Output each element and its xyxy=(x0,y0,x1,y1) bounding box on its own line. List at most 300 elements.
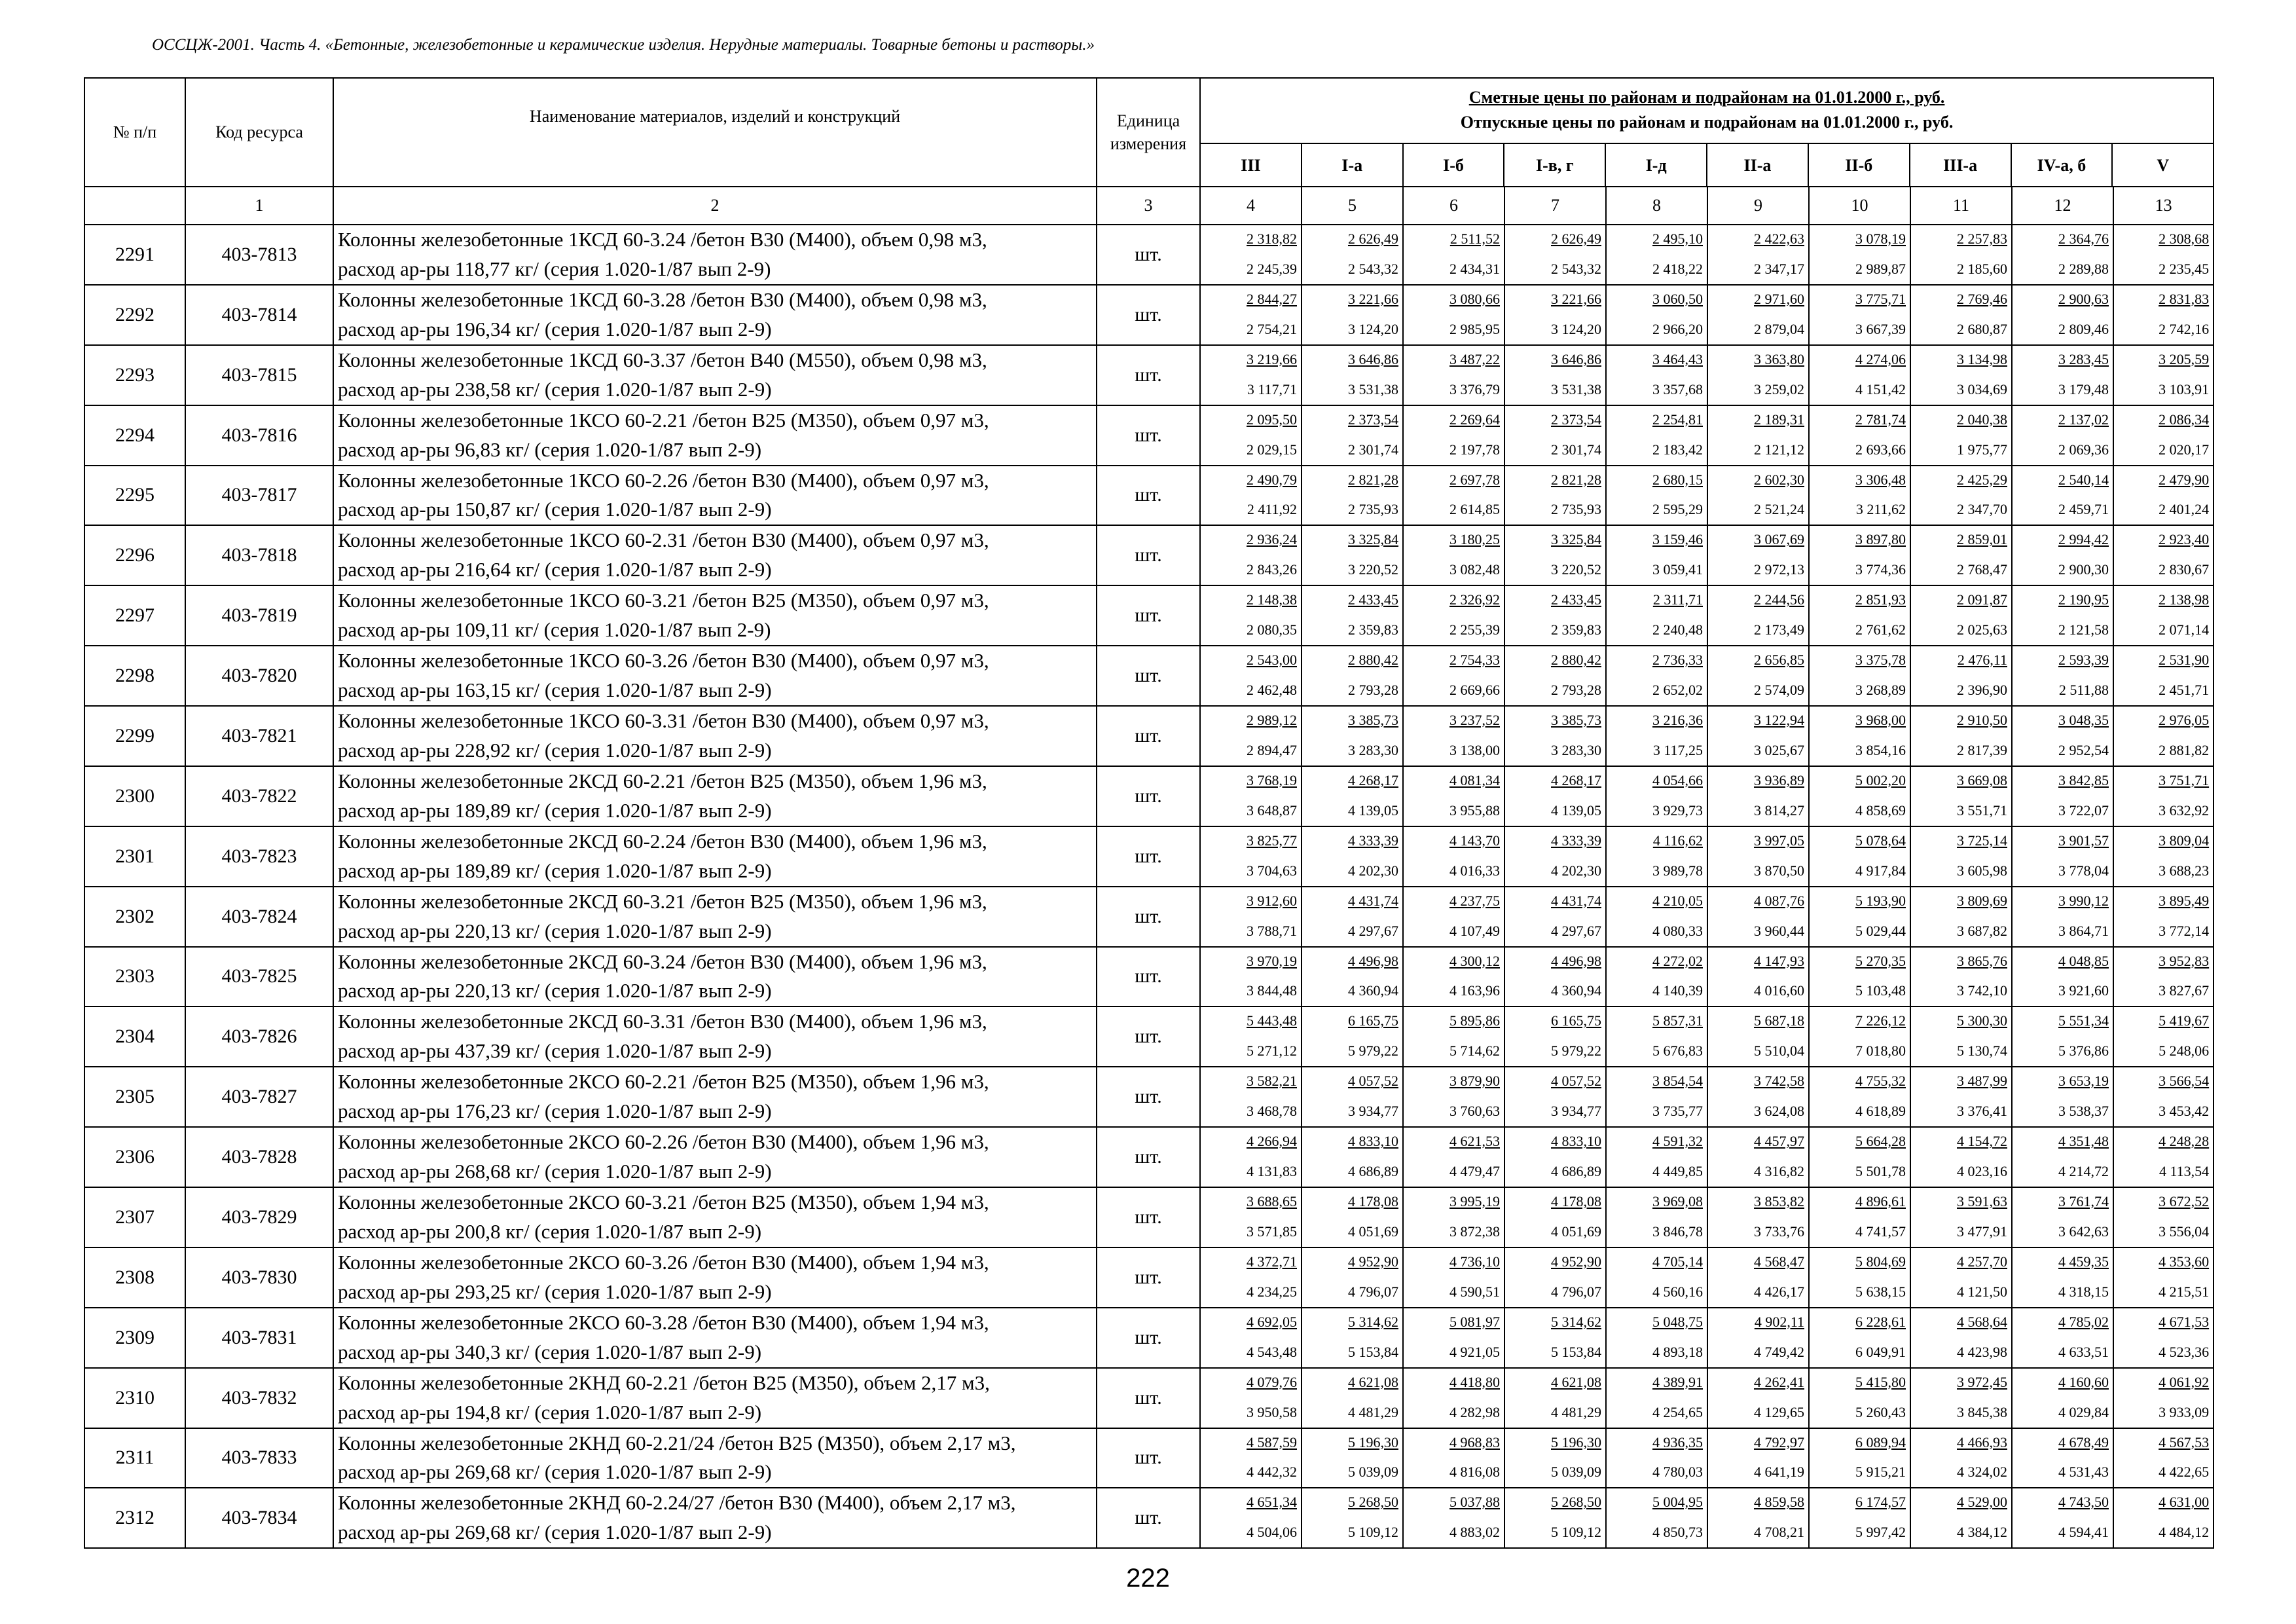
wholesale-price: 4 384,12 xyxy=(1957,1524,2007,1541)
price-cell xyxy=(1403,285,1504,345)
price-cell xyxy=(1809,466,1910,526)
estimated-price: 2 190,95 xyxy=(2058,591,2109,608)
wholesale-price: 2 742,16 xyxy=(2159,320,2210,337)
table-row xyxy=(84,1127,2214,1187)
price-cell xyxy=(1403,585,1504,646)
item-name xyxy=(333,826,1097,887)
wholesale-price: 4 816,08 xyxy=(1449,1464,1500,1481)
estimated-price: 4 621,08 xyxy=(1348,1373,1398,1390)
estimated-price: 4 333,39 xyxy=(1348,832,1398,849)
price-cell xyxy=(2113,345,2214,405)
estimated-price: 4 568,64 xyxy=(1957,1313,2007,1330)
row-number: 2307 xyxy=(84,1187,185,1247)
resource-code: 403-7816 xyxy=(185,405,333,466)
table-row xyxy=(84,1006,2214,1067)
estimated-price: 2 244,56 xyxy=(1754,591,1804,608)
price-cell xyxy=(1910,1488,2012,1548)
estimated-price: 4 147,93 xyxy=(1754,952,1804,969)
estimated-price: 4 048,85 xyxy=(2058,952,2109,969)
wholesale-price: 1 975,77 xyxy=(1957,441,2007,458)
item-name-line2: расход ар-ры 269,68 кг/ (серия 1.020-1/87 вып 2-9) xyxy=(338,1521,772,1544)
table-row xyxy=(84,947,2214,1007)
item-name xyxy=(333,225,1097,285)
wholesale-price: 5 638,15 xyxy=(1855,1283,1906,1300)
estimated-price: 4 705,14 xyxy=(1652,1253,1703,1270)
estimated-price: 4 896,61 xyxy=(1855,1193,1906,1209)
price-cell xyxy=(1707,947,1809,1007)
item-name-line1: Колонны железобетонные 2КСО 60-2.26 /бетон В30 (М400), объем 1,96 м3, xyxy=(338,1130,989,1154)
price-cell xyxy=(1302,345,1403,405)
price-cell xyxy=(1606,887,1707,947)
row-number: 2291 xyxy=(84,225,185,285)
price-cell xyxy=(1504,766,1606,826)
estimated-price: 5 078,64 xyxy=(1855,832,1906,849)
price-cell xyxy=(1504,1428,1606,1488)
price-cell xyxy=(1403,1488,1504,1548)
price-cell xyxy=(1606,1308,1707,1368)
wholesale-price: 3 845,38 xyxy=(1957,1403,2007,1420)
estimated-price: 3 385,73 xyxy=(1551,712,1601,728)
wholesale-price: 4 360,94 xyxy=(1348,982,1398,999)
wholesale-price: 2 418,22 xyxy=(1652,260,1703,277)
row-number: 2304 xyxy=(84,1006,185,1067)
price-cell xyxy=(1302,1127,1403,1187)
estimated-price: 4 678,49 xyxy=(2058,1433,2109,1450)
wholesale-price: 2 972,13 xyxy=(1754,561,1804,578)
unit: шт. xyxy=(1097,225,1200,285)
item-name-line1: Колонны железобетонные 2КСО 60-3.26 /бетон В30 (М400), объем 1,94 м3, xyxy=(338,1250,989,1274)
price-cell xyxy=(1302,706,1403,766)
wholesale-price: 4 016,60 xyxy=(1754,982,1804,999)
price-cell xyxy=(1910,525,2012,585)
unit: шт. xyxy=(1097,1127,1200,1187)
wholesale-price: 2 121,58 xyxy=(2058,621,2109,638)
column-number: 1 xyxy=(185,187,333,225)
estimated-price: 3 672,52 xyxy=(2159,1193,2210,1209)
estimated-price: 5 196,30 xyxy=(1348,1433,1398,1450)
price-cell xyxy=(2113,1187,2214,1247)
price-cell xyxy=(1504,405,1606,466)
price-cell xyxy=(1504,1308,1606,1368)
wholesale-price: 4 594,41 xyxy=(2058,1524,2109,1541)
row-number: 2298 xyxy=(84,646,185,706)
price-cell xyxy=(1809,1488,1910,1548)
estimated-price: 4 431,74 xyxy=(1348,892,1398,909)
wholesale-price: 4 780,03 xyxy=(1652,1464,1703,1481)
wholesale-price: 4 893,18 xyxy=(1652,1343,1703,1360)
estimated-price: 4 178,08 xyxy=(1551,1193,1601,1209)
estimated-price: 4 116,62 xyxy=(1652,832,1703,849)
wholesale-price: 3 117,71 xyxy=(1247,380,1297,397)
estimated-price: 4 651,34 xyxy=(1247,1494,1297,1511)
price-cell xyxy=(1302,585,1403,646)
resource-code: 403-7822 xyxy=(185,766,333,826)
wholesale-price: 2 029,15 xyxy=(1247,441,1297,458)
estimated-price: 2 976,05 xyxy=(2159,712,2210,728)
column-header-unit xyxy=(1097,78,1200,187)
estimated-price: 4 567,53 xyxy=(2159,1433,2210,1450)
wholesale-price: 2 817,39 xyxy=(1957,741,2007,758)
price-cell xyxy=(1504,225,1606,285)
estimated-price: 4 466,93 xyxy=(1957,1433,2007,1450)
wholesale-price: 4 426,17 xyxy=(1754,1283,1804,1300)
estimated-price: 3 582,21 xyxy=(1247,1073,1297,1090)
page-number: 222 xyxy=(1126,1564,1170,1593)
price-cell xyxy=(1504,585,1606,646)
price-cell xyxy=(2113,826,2214,887)
estimated-price: 4 353,60 xyxy=(2159,1253,2210,1270)
price-cell xyxy=(2012,1428,2113,1488)
row-number: 2306 xyxy=(84,1127,185,1187)
estimated-price: 4 621,08 xyxy=(1551,1373,1601,1390)
wholesale-price: 4 140,39 xyxy=(1652,982,1703,999)
wholesale-price: 4 749,42 xyxy=(1754,1343,1804,1360)
price-cell xyxy=(2113,1428,2214,1488)
wholesale-price: 4 131,83 xyxy=(1247,1163,1297,1179)
price-header-estimated: Сметные цены по районам и подрайонам на 01.01.2000 г., руб. xyxy=(1468,88,1945,107)
item-name-line1: Колонны железобетонные 2КСД 60-3.31 /бетон В30 (М400), объем 1,96 м3, xyxy=(338,1010,987,1033)
item-name xyxy=(333,1428,1097,1488)
price-cell xyxy=(2012,1368,2113,1428)
estimated-price: 2 425,29 xyxy=(1957,471,2007,488)
estimated-price: 5 037,88 xyxy=(1449,1494,1500,1511)
wholesale-price: 2 245,39 xyxy=(1247,260,1297,277)
estimated-price: 2 511,52 xyxy=(1449,231,1500,247)
price-cell xyxy=(1302,1368,1403,1428)
estimated-price: 4 692,05 xyxy=(1247,1313,1297,1330)
wholesale-price: 2 185,60 xyxy=(1957,260,2007,277)
row-number: 2303 xyxy=(84,947,185,1007)
price-cell xyxy=(1910,1187,2012,1247)
estimated-price: 3 901,57 xyxy=(2058,832,2109,849)
row-number: 2312 xyxy=(84,1488,185,1548)
estimated-price: 3 853,82 xyxy=(1754,1193,1804,1209)
wholesale-price: 2 652,02 xyxy=(1652,682,1703,698)
wholesale-price: 2 197,78 xyxy=(1449,441,1500,458)
price-cell xyxy=(1606,285,1707,345)
item-name-line2: расход ар-ры 189,89 кг/ (серия 1.020-1/87 вып 2-9) xyxy=(338,858,772,882)
estimated-price: 4 743,50 xyxy=(2058,1494,2109,1511)
item-name-line1: Колонны железобетонные 1КСО 60-2.21 /бетон В25 (М350), объем 0,97 м3, xyxy=(338,408,989,432)
price-cell xyxy=(1910,1127,2012,1187)
wholesale-price: 7 018,80 xyxy=(1855,1043,1906,1060)
price-cell xyxy=(1707,706,1809,766)
estimated-price: 2 821,28 xyxy=(1348,471,1398,488)
price-cell xyxy=(1403,887,1504,947)
estimated-price: 5 551,34 xyxy=(2058,1012,2109,1029)
resource-code: 403-7833 xyxy=(185,1428,333,1488)
price-cell xyxy=(1302,225,1403,285)
wholesale-price: 3 605,98 xyxy=(1957,862,2007,879)
item-name-line2: расход ар-ры 163,15 кг/ (серия 1.020-1/87 вып 2-9) xyxy=(338,678,772,702)
estimated-price: 2 656,85 xyxy=(1754,652,1804,669)
price-cell xyxy=(1809,585,1910,646)
resource-code: 403-7829 xyxy=(185,1187,333,1247)
price-cell xyxy=(2113,766,2214,826)
row-number: 2309 xyxy=(84,1308,185,1368)
resource-code: 403-7826 xyxy=(185,1006,333,1067)
wholesale-price: 4 850,73 xyxy=(1652,1524,1703,1541)
wholesale-price: 3 220,52 xyxy=(1348,561,1398,578)
item-name-line2: расход ар-ры 220,13 кг/ (серия 1.020-1/87 вып 2-9) xyxy=(338,979,772,1003)
resource-code: 403-7818 xyxy=(185,525,333,585)
column-header-prices xyxy=(1200,78,2214,187)
estimated-price: 3 487,22 xyxy=(1449,350,1500,367)
estimated-price: 2 189,31 xyxy=(1754,411,1804,428)
wholesale-price: 2 401,24 xyxy=(2159,501,2210,518)
item-name-line1: Колонны железобетонные 2КСО 60-2.21 /бетон В25 (М350), объем 1,96 м3, xyxy=(338,1070,989,1094)
resource-code: 403-7834 xyxy=(185,1488,333,1548)
wholesale-price: 2 793,28 xyxy=(1551,682,1601,698)
estimated-price: 4 079,76 xyxy=(1247,1373,1297,1390)
estimated-price: 2 851,93 xyxy=(1855,591,1906,608)
estimated-price: 3 972,45 xyxy=(1957,1373,2007,1390)
price-cell xyxy=(1707,887,1809,947)
price-cell xyxy=(1606,1488,1707,1548)
table-row xyxy=(84,887,2214,947)
resource-code: 403-7823 xyxy=(185,826,333,887)
price-cell xyxy=(1302,1488,1403,1548)
wholesale-price: 2 347,17 xyxy=(1754,260,1804,277)
price-cell xyxy=(1910,1247,2012,1308)
wholesale-price: 3 921,60 xyxy=(2058,982,2109,999)
estimated-price: 2 880,42 xyxy=(1551,652,1601,669)
column-number: 7 xyxy=(1504,187,1606,225)
wholesale-price: 3 551,71 xyxy=(1957,802,2007,819)
wholesale-price: 4 151,42 xyxy=(1855,380,1906,397)
wholesale-price: 4 633,51 xyxy=(2058,1343,2109,1360)
price-cell xyxy=(1707,1006,1809,1067)
price-cell xyxy=(1707,466,1809,526)
price-cell xyxy=(1910,1067,2012,1127)
price-cell xyxy=(1910,285,2012,345)
column-number: 12 xyxy=(2012,187,2113,225)
wholesale-price: 3 376,79 xyxy=(1449,380,1500,397)
price-cell xyxy=(2113,1127,2214,1187)
wholesale-price: 4 051,69 xyxy=(1348,1223,1398,1240)
price-cell xyxy=(2012,1127,2113,1187)
wholesale-price: 2 793,28 xyxy=(1348,682,1398,698)
estimated-price: 2 476,11 xyxy=(1957,652,2007,669)
wholesale-price: 3 722,07 xyxy=(2058,802,2109,819)
price-cell xyxy=(1707,766,1809,826)
estimated-price: 4 210,05 xyxy=(1652,892,1703,909)
wholesale-price: 4 442,32 xyxy=(1247,1464,1297,1481)
resource-code: 403-7825 xyxy=(185,947,333,1007)
estimated-price: 4 568,47 xyxy=(1754,1253,1804,1270)
wholesale-price: 2 359,83 xyxy=(1348,621,1398,638)
estimated-price: 3 952,83 xyxy=(2159,952,2210,969)
price-cell xyxy=(1403,706,1504,766)
price-cell xyxy=(1910,345,2012,405)
wholesale-price: 3 059,41 xyxy=(1652,561,1703,578)
estimated-price: 2 936,24 xyxy=(1247,531,1297,548)
estimated-price: 3 912,60 xyxy=(1247,892,1297,909)
unit: шт. xyxy=(1097,826,1200,887)
resource-code: 403-7827 xyxy=(185,1067,333,1127)
price-cell xyxy=(1707,1368,1809,1428)
wholesale-price: 3 760,63 xyxy=(1449,1103,1500,1120)
price-cell xyxy=(1403,466,1504,526)
estimated-price: 3 205,59 xyxy=(2159,350,2210,367)
price-cell xyxy=(1707,225,1809,285)
wholesale-price: 3 468,78 xyxy=(1247,1103,1297,1120)
item-name-line1: Колонны железобетонные 1КСО 60-3.31 /бетон В30 (М400), объем 0,97 м3, xyxy=(338,709,989,732)
estimated-price: 2 148,38 xyxy=(1247,591,1297,608)
wholesale-price: 4 481,29 xyxy=(1551,1403,1601,1420)
item-name xyxy=(333,766,1097,826)
price-cell xyxy=(1200,1006,1302,1067)
wholesale-price: 3 642,63 xyxy=(2058,1223,2109,1240)
wholesale-price: 5 271,12 xyxy=(1247,1043,1297,1060)
wholesale-price: 4 234,25 xyxy=(1247,1283,1297,1300)
price-cell xyxy=(1302,947,1403,1007)
wholesale-price: 2 894,47 xyxy=(1247,741,1297,758)
wholesale-price: 3 778,04 xyxy=(2058,862,2109,879)
wholesale-price: 2 080,35 xyxy=(1247,621,1297,638)
price-cell xyxy=(1606,706,1707,766)
price-cell xyxy=(2012,706,2113,766)
region-header: IV-а, б xyxy=(2011,144,2112,187)
price-cell xyxy=(1504,706,1606,766)
estimated-price: 2 626,49 xyxy=(1551,231,1601,247)
estimated-price: 3 842,85 xyxy=(2058,771,2109,788)
wholesale-price: 4 202,30 xyxy=(1551,862,1601,879)
document-header: ОССЦЖ-2001. Часть 4. «Бетонные, железобетонные и керамические изделия. Нерудные материалы. Товарные бетоны и растворы.» xyxy=(152,36,1095,54)
price-cell xyxy=(2113,1247,2214,1308)
estimated-price: 3 669,08 xyxy=(1957,771,2007,788)
price-cell xyxy=(1403,1187,1504,1247)
wholesale-price: 4 531,43 xyxy=(2058,1464,2109,1481)
estimated-price: 3 809,04 xyxy=(2159,832,2210,849)
estimated-price: 5 664,28 xyxy=(1855,1133,1906,1150)
unit: шт. xyxy=(1097,766,1200,826)
row-number: 2296 xyxy=(84,525,185,585)
wholesale-price: 2 830,67 xyxy=(2159,561,2210,578)
region-header: I-а xyxy=(1301,144,1402,187)
item-name-line2: расход ар-ры 109,11 кг/ (серия 1.020-1/87 вып 2-9) xyxy=(338,618,771,642)
price-cell xyxy=(1809,525,1910,585)
estimated-price: 5 004,95 xyxy=(1652,1494,1703,1511)
price-cell xyxy=(1809,1368,1910,1428)
item-name xyxy=(333,1488,1097,1548)
price-cell xyxy=(2113,706,2214,766)
estimated-price: 2 736,33 xyxy=(1652,652,1703,669)
estimated-price: 4 755,32 xyxy=(1855,1073,1906,1090)
table-row xyxy=(84,826,2214,887)
price-cell xyxy=(1606,345,1707,405)
item-name-line1: Колонны железобетонные 1КСД 60-3.24 /бетон В30 (М400), объем 0,98 м3, xyxy=(338,228,987,251)
estimated-price: 5 300,30 xyxy=(1957,1012,2007,1029)
price-cell xyxy=(2113,285,2214,345)
wholesale-price: 2 680,87 xyxy=(1957,320,2007,337)
wholesale-price: 5 103,48 xyxy=(1855,982,1906,999)
price-cell xyxy=(1403,1308,1504,1368)
wholesale-price: 2 669,66 xyxy=(1449,682,1500,698)
price-cell xyxy=(1606,1006,1707,1067)
wholesale-price: 3 934,77 xyxy=(1348,1103,1398,1120)
price-cell xyxy=(2113,585,2214,646)
column-number: 10 xyxy=(1809,187,1910,225)
estimated-price: 3 060,50 xyxy=(1652,290,1703,307)
estimated-price: 3 221,66 xyxy=(1348,290,1398,307)
wholesale-price: 5 501,78 xyxy=(1855,1163,1906,1179)
wholesale-price: 4 422,65 xyxy=(2159,1464,2210,1481)
price-cell xyxy=(1606,646,1707,706)
estimated-price: 4 936,35 xyxy=(1652,1433,1703,1450)
item-name-line1: Колонны железобетонные 2КСО 60-3.28 /бетон В30 (М400), объем 1,94 м3, xyxy=(338,1310,989,1334)
wholesale-price: 2 521,24 xyxy=(1754,501,1804,518)
wholesale-price: 2 173,49 xyxy=(1754,621,1804,638)
price-cell xyxy=(1200,887,1302,947)
item-name xyxy=(333,525,1097,585)
wholesale-price: 3 034,69 xyxy=(1957,380,2007,397)
wholesale-price: 4 618,89 xyxy=(1855,1103,1906,1120)
resource-code: 403-7817 xyxy=(185,466,333,526)
unit: шт. xyxy=(1097,887,1200,947)
estimated-price: 3 995,19 xyxy=(1449,1193,1500,1209)
price-table xyxy=(84,77,2214,1549)
price-cell xyxy=(1200,1067,1302,1127)
item-name-line2: расход ар-ры 220,13 кг/ (серия 1.020-1/87 вып 2-9) xyxy=(338,919,772,942)
price-cell xyxy=(1504,1488,1606,1548)
price-cell xyxy=(1200,525,1302,585)
estimated-price: 6 089,94 xyxy=(1855,1433,1906,1450)
region-header: V xyxy=(2111,144,2213,187)
table-row xyxy=(84,1488,2214,1548)
wholesale-price: 2 462,48 xyxy=(1247,682,1297,698)
estimated-price: 3 464,43 xyxy=(1652,350,1703,367)
estimated-price: 2 373,54 xyxy=(1348,411,1398,428)
wholesale-price: 5 130,74 xyxy=(1957,1043,2007,1060)
wholesale-price: 5 153,84 xyxy=(1551,1343,1601,1360)
price-cell xyxy=(1809,1247,1910,1308)
column-header-num: № п/п xyxy=(84,78,185,187)
item-name xyxy=(333,1067,1097,1127)
estimated-price: 6 174,57 xyxy=(1855,1494,1906,1511)
item-name-line2: расход ар-ры 150,87 кг/ (серия 1.020-1/87 вып 2-9) xyxy=(338,498,772,521)
estimated-price: 4 178,08 xyxy=(1348,1193,1398,1209)
wholesale-price: 2 411,92 xyxy=(1247,501,1297,518)
estimated-price: 5 687,18 xyxy=(1754,1012,1804,1029)
price-cell xyxy=(2012,1308,2113,1368)
wholesale-price: 2 543,32 xyxy=(1348,260,1398,277)
estimated-price: 2 490,79 xyxy=(1247,471,1297,488)
estimated-price: 2 900,63 xyxy=(2058,290,2109,307)
unit: шт. xyxy=(1097,1006,1200,1067)
price-cell xyxy=(1910,1308,2012,1368)
wholesale-price: 2 301,74 xyxy=(1348,441,1398,458)
estimated-price: 2 910,50 xyxy=(1957,712,2007,728)
wholesale-price: 4 360,94 xyxy=(1551,982,1601,999)
price-cell xyxy=(1200,1187,1302,1247)
unit: шт. xyxy=(1097,345,1200,405)
estimated-price: 3 385,73 xyxy=(1348,712,1398,728)
estimated-price: 2 433,45 xyxy=(1348,591,1398,608)
item-name-line1: Колонны железобетонные 2КСО 60-3.21 /бетон В25 (М350), объем 1,94 м3, xyxy=(338,1190,989,1213)
price-cell xyxy=(2012,525,2113,585)
estimated-price: 3 751,71 xyxy=(2159,771,2210,788)
unit: шт. xyxy=(1097,1308,1200,1368)
column-number: 9 xyxy=(1707,187,1809,225)
price-cell xyxy=(2012,826,2113,887)
wholesale-price: 4 921,05 xyxy=(1449,1343,1500,1360)
wholesale-price: 3 733,76 xyxy=(1754,1223,1804,1240)
price-cell xyxy=(1403,1368,1504,1428)
wholesale-price: 3 864,71 xyxy=(2058,922,2109,939)
wholesale-price: 2 359,83 xyxy=(1551,621,1601,638)
price-cell xyxy=(2113,466,2214,526)
